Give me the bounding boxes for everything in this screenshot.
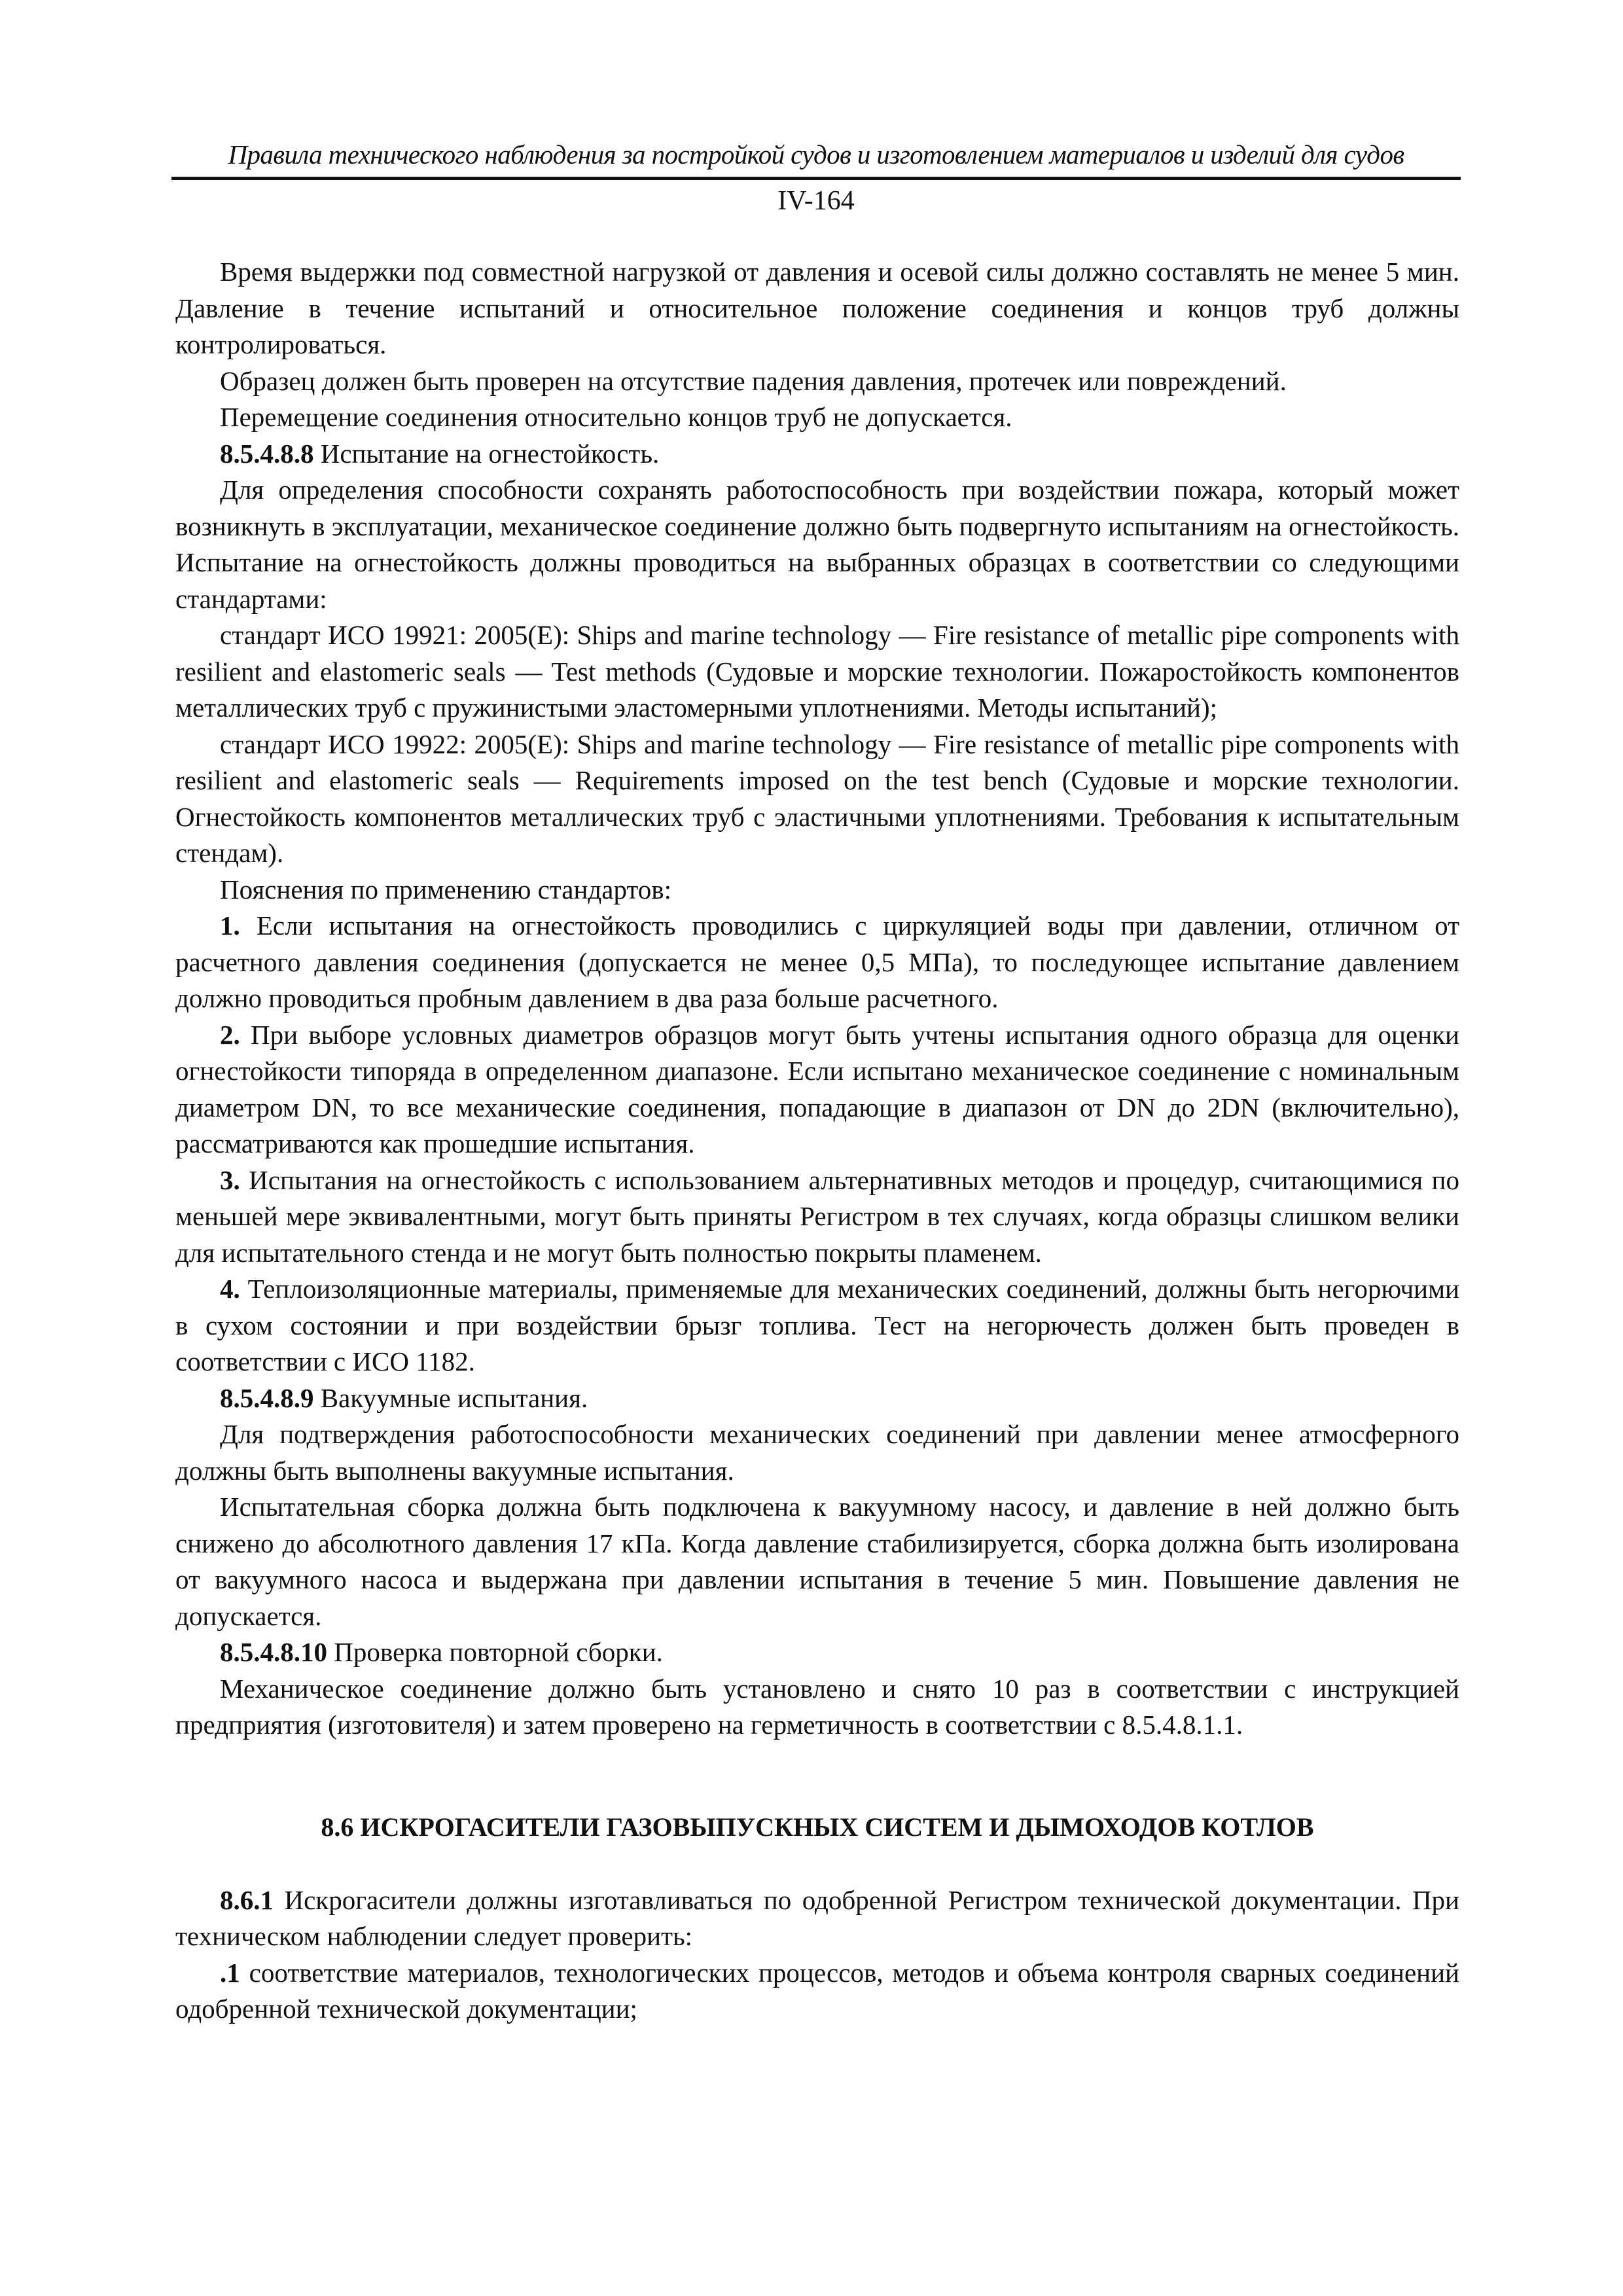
clause-8-6-1 xyxy=(175,1882,1459,1955)
paragraph: Время выдержки под совместной нагрузкой от давления и осевой силы должно составлять не менее 5 мин. Давление в течение испытаний и относительное положение соединения и концов труб должны контролироваться. xyxy=(175,257,1459,359)
note-number: 4. xyxy=(220,1274,240,1304)
note-text: Испытания на огнестойкость с использованием альтернативных методов и процедур, считающимися по меньшей мере эквивалентными, могут быть приняты Регистром в тех случаях, когда образцы слишком велики для испытательного стенда и не могут быть полностью покрыты пламенем. xyxy=(175,1164,1459,1268)
section-number: 8.6 xyxy=(321,1812,354,1842)
clause-text: Искрогасители должны изготавливаться по одобренной Регистром технической документации. При техническом наблюдении следует проверить: xyxy=(175,1884,1459,1951)
standard-reference: стандарт ИСО 19922: 2005(E): Ships and marine technology — Fire resistance of metallic pipe components with resilient and elastomeric seals — Requirements imposed on the test bench (Судовые и морские технологии. Огнестойкость компонентов металлических труб с эластичными уплотнениями. Требования к испытательным стендам). xyxy=(175,728,1459,868)
note-text: Теплоизоляционные материалы, применяемые для механических соединений, должны быть негорючими в сухом состоянии и при воздействии брызг топлива. Тест на негорючесть должен быть проведен в соответствии с ИСО 1182. xyxy=(175,1274,1459,1376)
note-number: 1. xyxy=(220,910,240,941)
note-text: При выборе условных диаметров образцов могут быть учтены испытания одного образца для оценки огнестойкости типоряда в определенном диапазоне. Если испытано механическое соединение с номинальным диаметром DN, то все механические соединения, попадающие в диапазон от DN до 2DN (включительно), рассматриваются как прошедшие испытания. xyxy=(175,1019,1459,1158)
running-title: Правила технического наблюдения за постройкой судов и изготовлением материалов и изделий для судов xyxy=(171,136,1461,180)
clause-number: 8.5.4.8.9 xyxy=(220,1382,314,1413)
section-heading-8-6 xyxy=(175,1809,1459,1846)
section-title: ИСКРОГАСИТЕЛИ ГАЗОВЫПУСКНЫХ СИСТЕМ И ДЫМОХОДОВ КОТЛОВ xyxy=(353,1812,1314,1842)
page-number: IV-164 xyxy=(777,186,855,216)
standard-reference: стандарт ИСО 19921: 2005(E): Ships and marine technology — Fire resistance of metallic pipe components with resilient and elastomeric seals — Test methods (Судовые и морские технологии. Пожаростойкость компонентов металлических труб с пружинистыми эластомерными уплотнениями. Методы испытаний); xyxy=(175,620,1459,723)
note-text: Если испытания на огнестойкость проводились с циркуляцией воды при давлении, отличном от расчетного давления соединения (допускается не менее 0,5 МПа), то последующее испытание давлением должно проводиться пробным давлением в два раза больше расчетного. xyxy=(175,910,1459,1013)
note-item xyxy=(175,1271,1459,1380)
paragraph: Перемещение соединения относительно концов труб не допускается. xyxy=(220,402,1012,432)
note-number: 3. xyxy=(220,1164,240,1195)
clause-number: 8.6.1 xyxy=(220,1884,274,1915)
list-item xyxy=(175,1955,1459,2028)
paragraph: Механическое соединение должно быть установлено и снято 10 раз в соответствии с инструкцией предприятия (изготовителя) и затем проверено на герметичность в соответствии с 8.5.4.8.1.1. xyxy=(175,1673,1459,1740)
paragraph: Для подтверждения работоспособности механических соединений при давлении менее атмосферного должны быть выполнены вакуумные испытания. xyxy=(175,1419,1459,1486)
clause-title: Вакуумные испытания. xyxy=(313,1382,588,1413)
note-item xyxy=(175,908,1459,1017)
clause-title: Испытание на огнестойкость. xyxy=(313,438,660,469)
note-item xyxy=(175,1017,1459,1162)
paragraph: Пояснения по применению стандартов: xyxy=(220,874,672,905)
clause-heading-8-5-4-8-8 xyxy=(175,436,1459,473)
paragraph: Образец должен быть проверен на отсутствие падения давления, протечек или повреждений. xyxy=(220,365,1287,396)
clause-title: Проверка повторной сборки. xyxy=(327,1637,663,1667)
list-item-number: .1 xyxy=(220,1957,240,1988)
clause-heading-8-5-4-8-9 xyxy=(175,1380,1459,1417)
paragraph: Для определения способности сохранять работоспособность при воздействии пожара, который может возникнуть в эксплуатации, механическое соединение должно быть подвергнуто испытаниям на огнестойкость. Испытание на огнестойкость должны проводиться на выбранных образцах в соответствии со следующими стандартами: xyxy=(175,475,1459,614)
clause-number: 8.5.4.8.10 xyxy=(220,1637,327,1667)
note-number: 2. xyxy=(220,1019,240,1050)
note-item xyxy=(175,1162,1459,1272)
paragraph: Испытательная сборка должна быть подключена к вакуумному насосу, и давление в ней должно быть снижено до абсолютного давления 17 кПа. Когда давление стабилизируется, сборка должна быть изолирована от вакуумного насоса и выдержана при давлении испытания в течение 5 мин. Повышение давления не допускается. xyxy=(175,1492,1459,1631)
page-header xyxy=(171,136,1461,221)
clause-heading-8-5-4-8-10 xyxy=(175,1634,1459,1671)
clause-number: 8.5.4.8.8 xyxy=(220,438,314,469)
document-body xyxy=(175,254,1459,2028)
list-item-text: соответствие материалов, технологических процессов, методов и объема контроля сварных соединений одобренной технической документации; xyxy=(175,1957,1459,2024)
